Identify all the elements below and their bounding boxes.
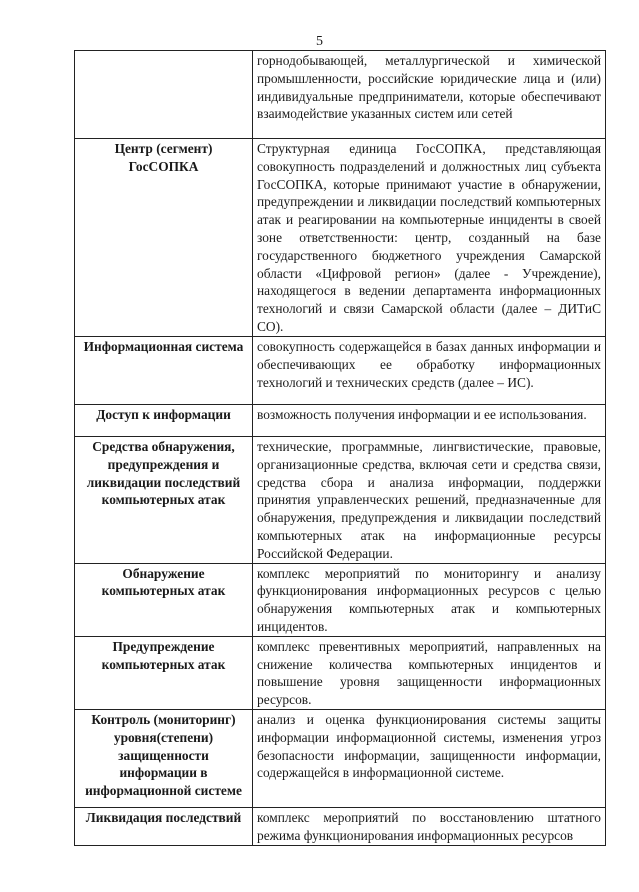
term-cell: Информационная система <box>75 337 253 405</box>
definition-cell: Структурная единица ГосСОПКА, представляющая совокупность подразделений и должностных лиц субъекта ГосСОПКА, которые принимают участие в обнаружении, предупреждении и ликвидации последствий компьютерных атак и реагировании на компьютерные инциденты в своей зоне ответственности: центр, созданный на базе государственного бюджетного учреждения Самарской области «Цифровой регион» (далее - Учреждение), находящегося в ведении департамента информационных технологий и связи Самарской области (далее – ДИТиС СО). <box>253 139 606 337</box>
table-row <box>75 636 606 709</box>
definition-cell: комплекс мероприятий по восстановлению штатного режима функционирования информационных ресурсов <box>253 807 606 845</box>
definition-cell: комплекс мероприятий по мониторингу и анализу функционирования информационных ресурсов с целью обнаружения компьютерных атак и компьютерных инцидентов. <box>253 563 606 636</box>
term-cell: Центр (сегмент) ГосСОПКА <box>75 139 253 337</box>
table-row <box>75 139 606 337</box>
definition-cell: анализ и оценка функционирования системы защиты информации информационной системы, изменения угроз безопасности информации, защищенности информации, содержащейся в информационной системе. <box>253 709 606 807</box>
table-row <box>75 563 606 636</box>
term-cell: Контроль (мониторинг) уровня(степени) защищенности информации в информационной системе <box>75 709 253 807</box>
table-row <box>75 709 606 807</box>
definition-cell: комплекс превентивных мероприятий, направленных на снижение количества компьютерных инцидентов и повышение уровня защищенности информационных ресурсов. <box>253 636 606 709</box>
term-cell: Доступ к информации <box>75 405 253 437</box>
term-cell: Средства обнаружения, предупреждения и ликвидации последствий компьютерных атак <box>75 437 253 564</box>
table-row <box>75 405 606 437</box>
page-number: 5 <box>316 34 323 49</box>
definition-cell: технические, программные, лингвистические, правовые, организационные средства, включая сети и средства связи, средства сбора и анализа информации, поддержки принятия управленческих решений, предназначенные для обнаружения, предупреждения и ликвидации последствий компьютерных атак на информационные ресурсы Российской Федерации. <box>253 437 606 564</box>
term-cell: Обнаружение компьютерных атак <box>75 563 253 636</box>
term-cell: Предупреждение компьютерных атак <box>75 636 253 709</box>
table-row <box>75 807 606 845</box>
term-cell: Ликвидация последствий <box>75 807 253 845</box>
terms-table <box>74 50 606 846</box>
definition-cell: возможность получения информации и ее использования. <box>253 405 606 437</box>
term-cell <box>75 51 253 139</box>
definition-cell: горнодобывающей, металлургической и химической промышленности, российские юридические лица и (или) индивидуальные предприниматели, которые обеспечивают взаимодействие указанных систем или сетей <box>253 51 606 139</box>
definition-cell: совокупность содержащейся в базах данных информации и обеспечивающих ее обработку информационных технологий и технических средств (далее – ИС). <box>253 337 606 405</box>
table-row <box>75 337 606 405</box>
table-row <box>75 51 606 139</box>
table-row <box>75 437 606 564</box>
